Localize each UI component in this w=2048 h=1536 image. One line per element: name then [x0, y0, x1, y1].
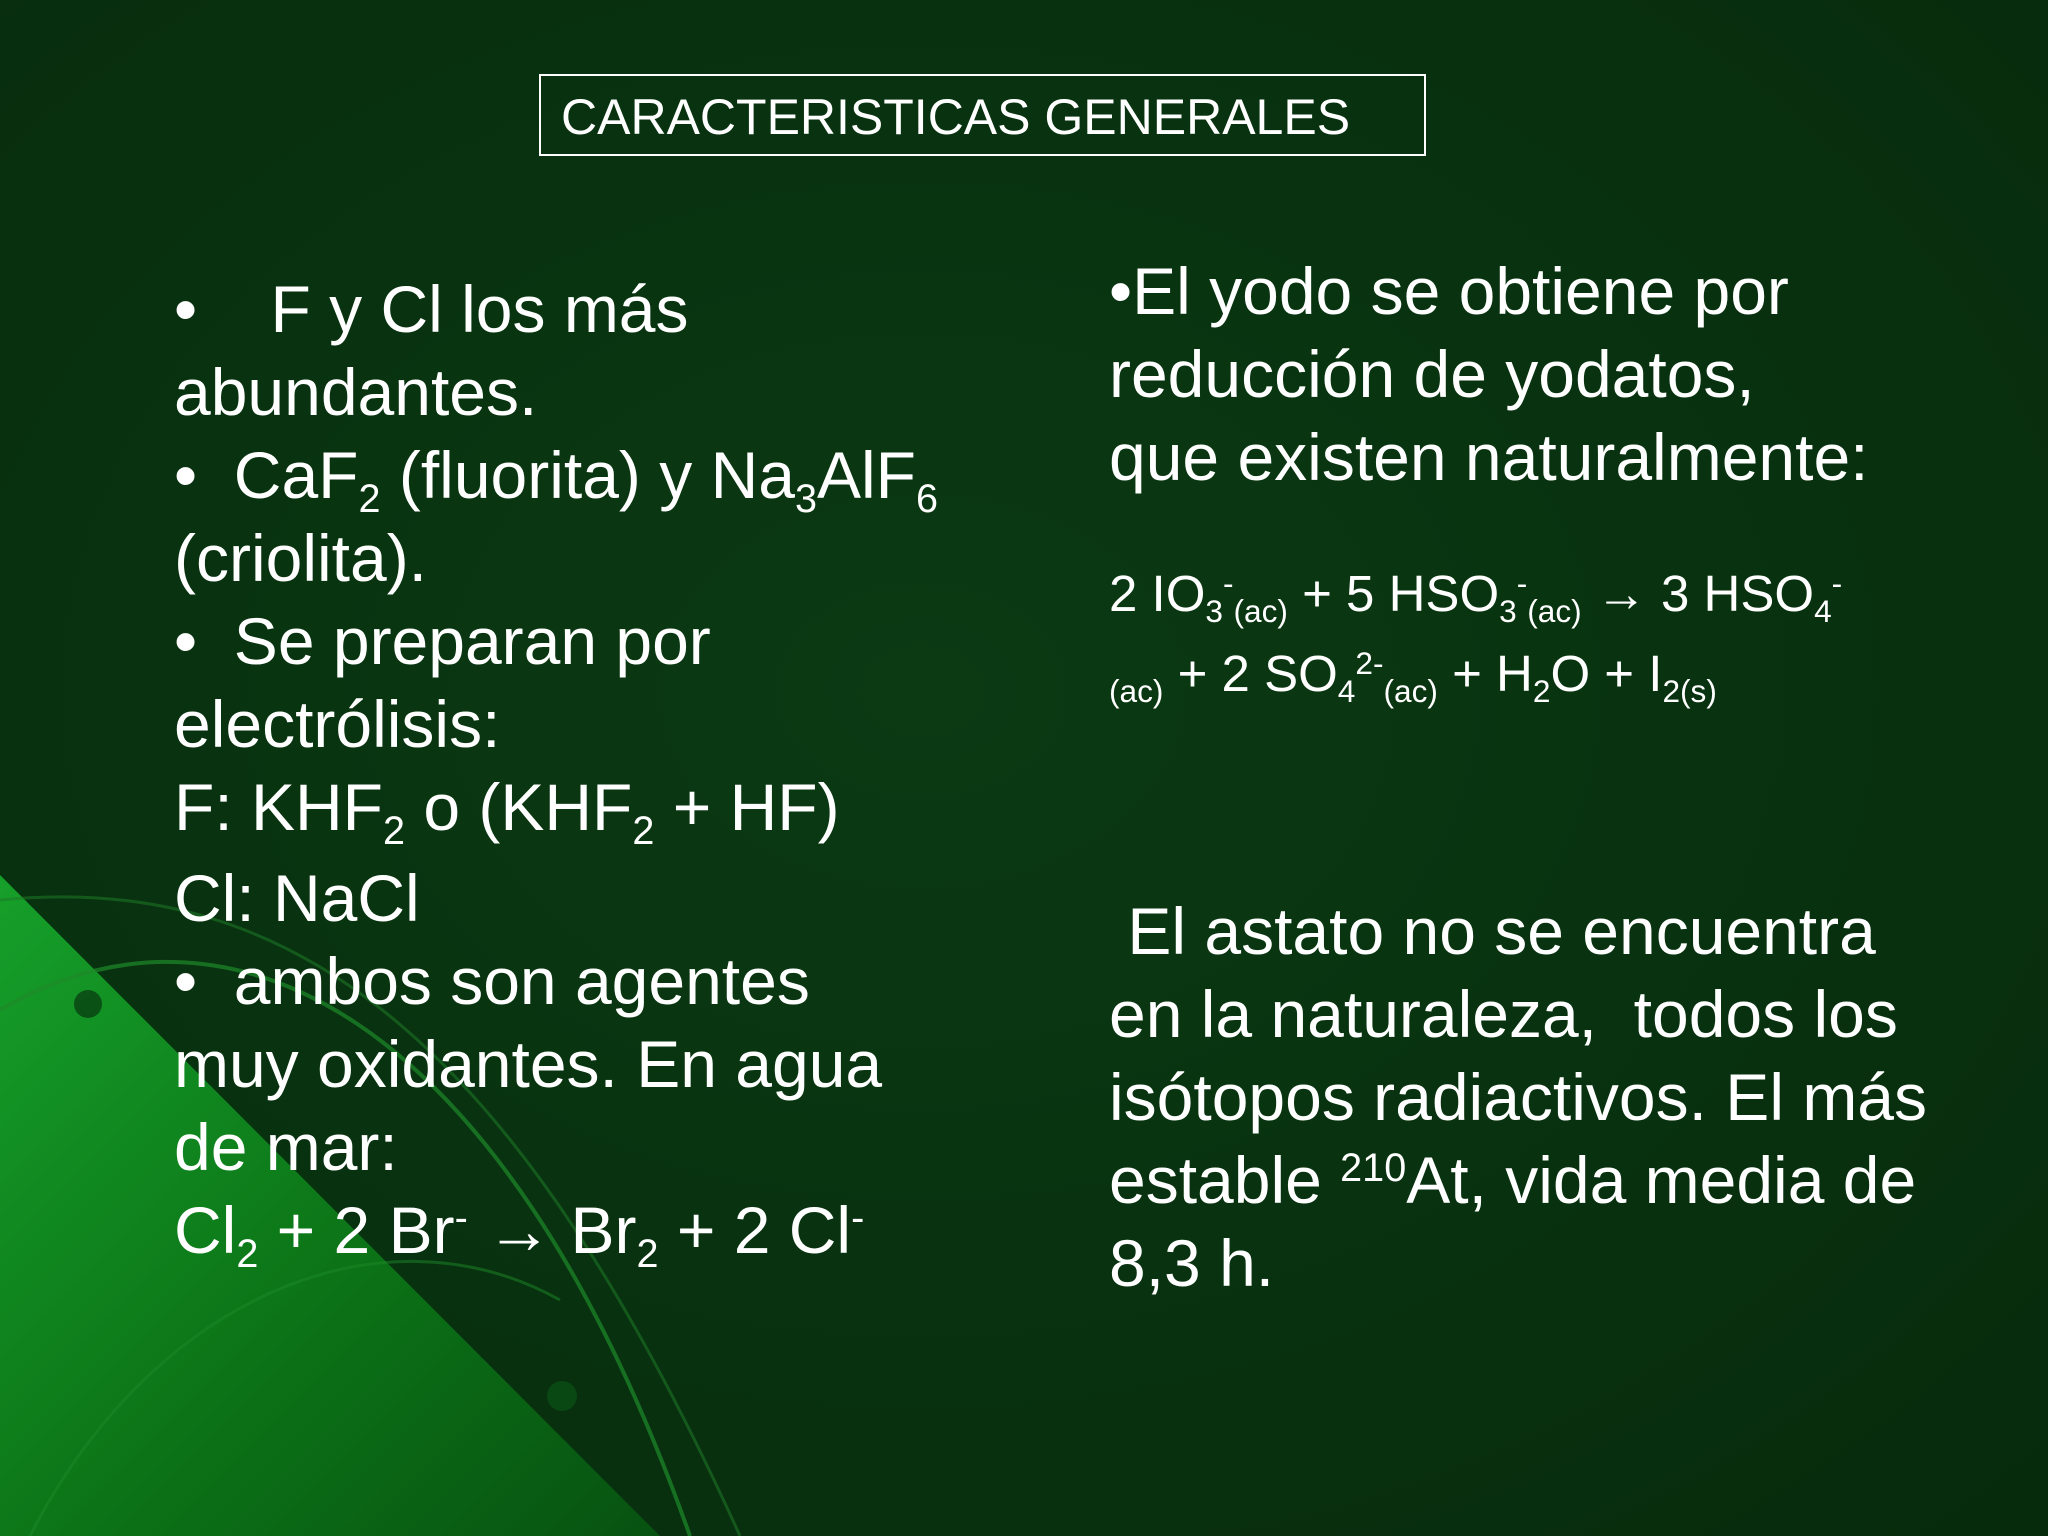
- right-column: [1109, 250, 2019, 1305]
- text-line: de mar:: [174, 1110, 398, 1184]
- formula-line: F: $KHF_2$ o $(KHF_2 + HF)$: [174, 770, 840, 853]
- reaction-line: $Cl_2 + 2$ $Br^- \to Br_2 + 2$ Cl-: [174, 1193, 865, 1276]
- arrow-icon: →: [486, 1193, 553, 1267]
- text-line: 8,3 h.: [1109, 1226, 1275, 1300]
- slide-title: CARACTERISTICAS GENERALES: [561, 89, 1351, 145]
- formula-line: Cl: NaCl: [174, 861, 420, 935]
- decor-dot: [547, 1381, 577, 1411]
- bullet-line: • ambos son agentes: [174, 944, 810, 1018]
- bullet-line: • CaF$_2$ (fluorita) y $Na_3AlF_6$: [174, 438, 938, 521]
- bullet-line: • Se preparan por: [174, 604, 711, 678]
- text-line: en la naturaleza, todos los: [1109, 977, 1898, 1051]
- text-line: reducción de yodatos,: [1109, 337, 1755, 411]
- equation-line-1: 2 $IO_3^-_{(ac)} + 5$ $HSO_3^-_{(ac)} \to 3$ $HSO_4^-$: [1109, 564, 1843, 630]
- left-column: [174, 268, 1034, 1276]
- equation-line-2: $_{(ac)}$ + 2 $SO_4^{2-}_{(ac)} + H_2O + I_{2(s)}$: [1109, 644, 1717, 710]
- text-line: muy oxidantes. En agua: [174, 1027, 883, 1101]
- text-line: El astato no se encuentra: [1109, 894, 1876, 968]
- arrow-icon: →: [1595, 565, 1647, 622]
- bullet-line: •El yodo se obtiene por: [1109, 254, 1789, 328]
- text-line: (criolita).: [174, 521, 428, 595]
- text-line: electrólisis:: [174, 687, 501, 761]
- slide-title-box: [539, 74, 1426, 156]
- decor-dot: [74, 990, 102, 1018]
- text-line: estable $^{210}$At, vida media de: [1109, 1143, 1917, 1217]
- bullet-line: • F y Cl los más: [174, 272, 689, 346]
- text-line: abundantes.: [174, 355, 538, 429]
- text-line: isótopos radiactivos. El más: [1109, 1060, 1928, 1134]
- text-line: que existen naturalmente:: [1109, 420, 1869, 494]
